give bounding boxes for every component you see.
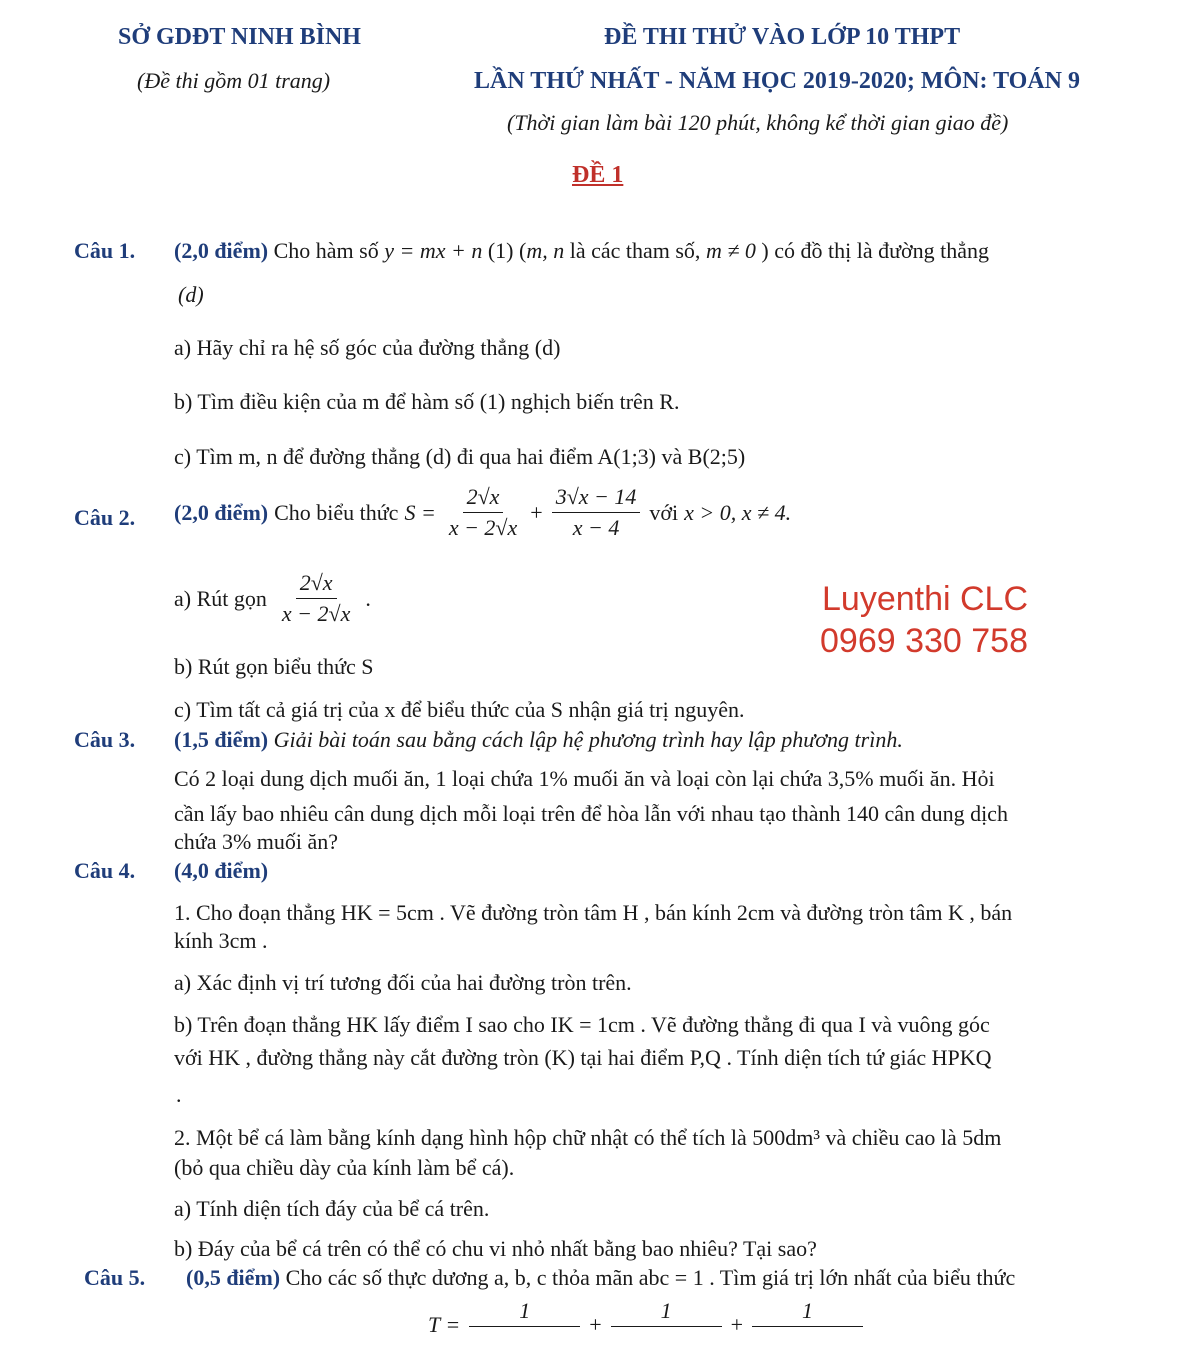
q1-line-name: (d) xyxy=(178,282,204,307)
exam-subtitle: LẦN THỨ NHẤT - NĂM HỌC 2019-2020; MÔN: TOÁN 9 xyxy=(474,68,1080,94)
q4-trailing-dot: . xyxy=(176,1082,182,1107)
q2-s-label: S = xyxy=(404,499,436,525)
q4-part2-line-1: 2. Một bể cá làm bằng kính dạng hình hộp chữ nhật có thể tích là 500dm³ và chiều cao là 5dm xyxy=(174,1125,1002,1150)
q1-function: y = mx + n xyxy=(384,238,483,263)
q3-points: (1,5 điểm) xyxy=(174,727,269,752)
q2-plus: + xyxy=(530,499,543,525)
q1-condition: m ≠ 0 xyxy=(705,238,756,263)
page-count-note: (Đề thi gồm 01 trang) xyxy=(137,68,331,93)
q4-part1-b-line-2: với HK , đường thẳng này cắt đường tròn (K) tại hai điểm P,Q . Tính diện tích tứ giác HPKQ xyxy=(174,1045,992,1070)
q5-term-2-numerator: 1 xyxy=(611,1298,722,1327)
q2-text-1: Cho biểu thức xyxy=(274,499,399,525)
q2-points: (2,0 điểm) xyxy=(174,499,269,525)
q3-stem xyxy=(174,727,903,753)
q5-term-3 xyxy=(752,1298,863,1355)
q2-label: Câu 2. xyxy=(74,505,136,530)
time-note: (Thời gian làm bài 120 phút, không kể thời gian giao đề) xyxy=(507,110,1009,135)
q4-part1-line-1: 1. Cho đoạn thẳng HK = 5cm . Vẽ đường tròn tâm H , bán kính 2cm và đường tròn tâm K , bán xyxy=(174,900,1013,925)
q2-condition: x > 0, x ≠ 4. xyxy=(684,499,792,525)
q1-part-a: a) Hãy chỉ ra hệ số góc của đường thẳng (d) xyxy=(174,335,561,360)
q5-stem xyxy=(186,1265,1015,1291)
q3-problem-line-1: Có 2 loại dung dịch muối ăn, 1 loại chứa 1% muối ăn và loại còn lại chứa 3,5% muối ăn. Hỏi xyxy=(174,766,995,791)
q2-part-c: c) Tìm tất cả giá trị của x để biểu thức của S nhận giá trị nguyên. xyxy=(174,697,745,722)
watermark-name: Luyenthi CLC xyxy=(822,580,1029,618)
q4-part2-line-2: (bỏ qua chiều dày của kính làm bể cá). xyxy=(174,1155,515,1180)
q5-t-label: T = xyxy=(428,1312,461,1337)
q1-text-2: (1) ( xyxy=(487,238,527,263)
watermark-phone: 0969 330 758 xyxy=(820,622,1028,660)
q2-part-a: a) Rút gọn $\frac{2√x}{x - 2√x}$ . xyxy=(174,570,371,626)
q4-part1-a: a) Xác định vị trí tương đối của hai đường tròn trên. xyxy=(174,970,632,995)
q5-text: Cho các số thực dương a, b, c thỏa mãn abc = 1 . Tìm giá trị lớn nhất của biểu thức xyxy=(285,1265,1016,1290)
q2-part-a-denominator: x − 2√x xyxy=(281,601,351,626)
q3-problem-line-2: cần lấy bao nhiêu cân dung dịch mỗi loại trên để hòa lẫn với nhau tạo thành 140 cân dung dịch xyxy=(174,801,1008,826)
q1-text-3: là các tham số, xyxy=(569,238,701,263)
q2-fraction-1-denominator: x − 2√x xyxy=(448,515,518,540)
q2-fraction-1-numerator: 2√x xyxy=(463,484,504,513)
q1-text-1: Cho hàm số xyxy=(273,238,379,263)
q5-expression xyxy=(428,1298,866,1355)
q2-text-2: với xyxy=(649,499,679,525)
q1-part-c: c) Tìm m, n để đường thẳng (d) đi qua hai điểm A(1;3) và B(2;5) xyxy=(174,444,746,469)
q5-term-1-numerator: 1 xyxy=(469,1298,580,1327)
q1-label: Câu 1. xyxy=(74,238,136,263)
q2-fraction-2-denominator: x − 4 xyxy=(572,515,620,540)
q4-part2-a: a) Tính diện tích đáy của bể cá trên. xyxy=(174,1196,490,1221)
q5-plus-1: + xyxy=(589,1312,602,1337)
q4-part1-line-2: kính 3cm . xyxy=(174,928,268,953)
q4-points: (4,0 điểm) xyxy=(174,858,269,883)
q1-part-b: b) Tìm điều kiện của m để hàm số (1) nghịch biến trên R. xyxy=(174,389,680,414)
q1-stem xyxy=(174,238,989,264)
q3-label: Câu 3. xyxy=(74,727,136,752)
q5-term-3-numerator: 1 xyxy=(752,1298,863,1327)
q4-part1-b-line-1: b) Trên đoạn thẳng HK lấy điểm I sao cho IK = 1cm . Vẽ đường thẳng đi qua I và vuông góc xyxy=(174,1012,990,1037)
q3-instruction: Giải bài toán sau bằng cách lập hệ phương trình hay lập phương trình. xyxy=(273,727,903,752)
q5-term-1 xyxy=(469,1298,580,1355)
q1-points: (2,0 điểm) xyxy=(174,238,269,263)
q1-text-4: ) có đồ thị là đường thẳng xyxy=(761,238,990,263)
q4-label: Câu 4. xyxy=(74,858,136,883)
q2-part-a-text: a) Rút gọn xyxy=(174,585,267,611)
q2-part-a-numerator: 2√x xyxy=(296,570,337,599)
q2-fraction-1 xyxy=(445,484,521,541)
q2-fraction-2 xyxy=(552,484,641,541)
exam-title: ĐỀ THI THỬ VÀO LỚP 10 THPT xyxy=(604,24,961,50)
q3-problem-line-3: chứa 3% muối ăn? xyxy=(174,829,339,854)
q2-fraction-2-numerator: 3√x − 14 xyxy=(552,484,641,513)
q2-part-a-fraction xyxy=(278,570,354,627)
q1-params: m, n xyxy=(526,238,565,263)
q5-points: (0,5 điểm) xyxy=(186,1265,281,1290)
q5-plus-2: + xyxy=(730,1312,744,1337)
exam-code: ĐỀ 1 xyxy=(572,162,624,188)
q5-term-2 xyxy=(611,1298,722,1355)
q2-part-b: b) Rút gọn biểu thức S xyxy=(174,654,374,679)
q5-label: Câu 5. xyxy=(84,1265,146,1290)
q4-part2-b: b) Đáy của bể cá trên có thể có chu vi nhỏ nhất bằng bao nhiêu? Tại sao? xyxy=(174,1236,817,1261)
q2-stem xyxy=(174,484,791,541)
department-name: SỞ GDĐT NINH BÌNH xyxy=(118,24,361,50)
